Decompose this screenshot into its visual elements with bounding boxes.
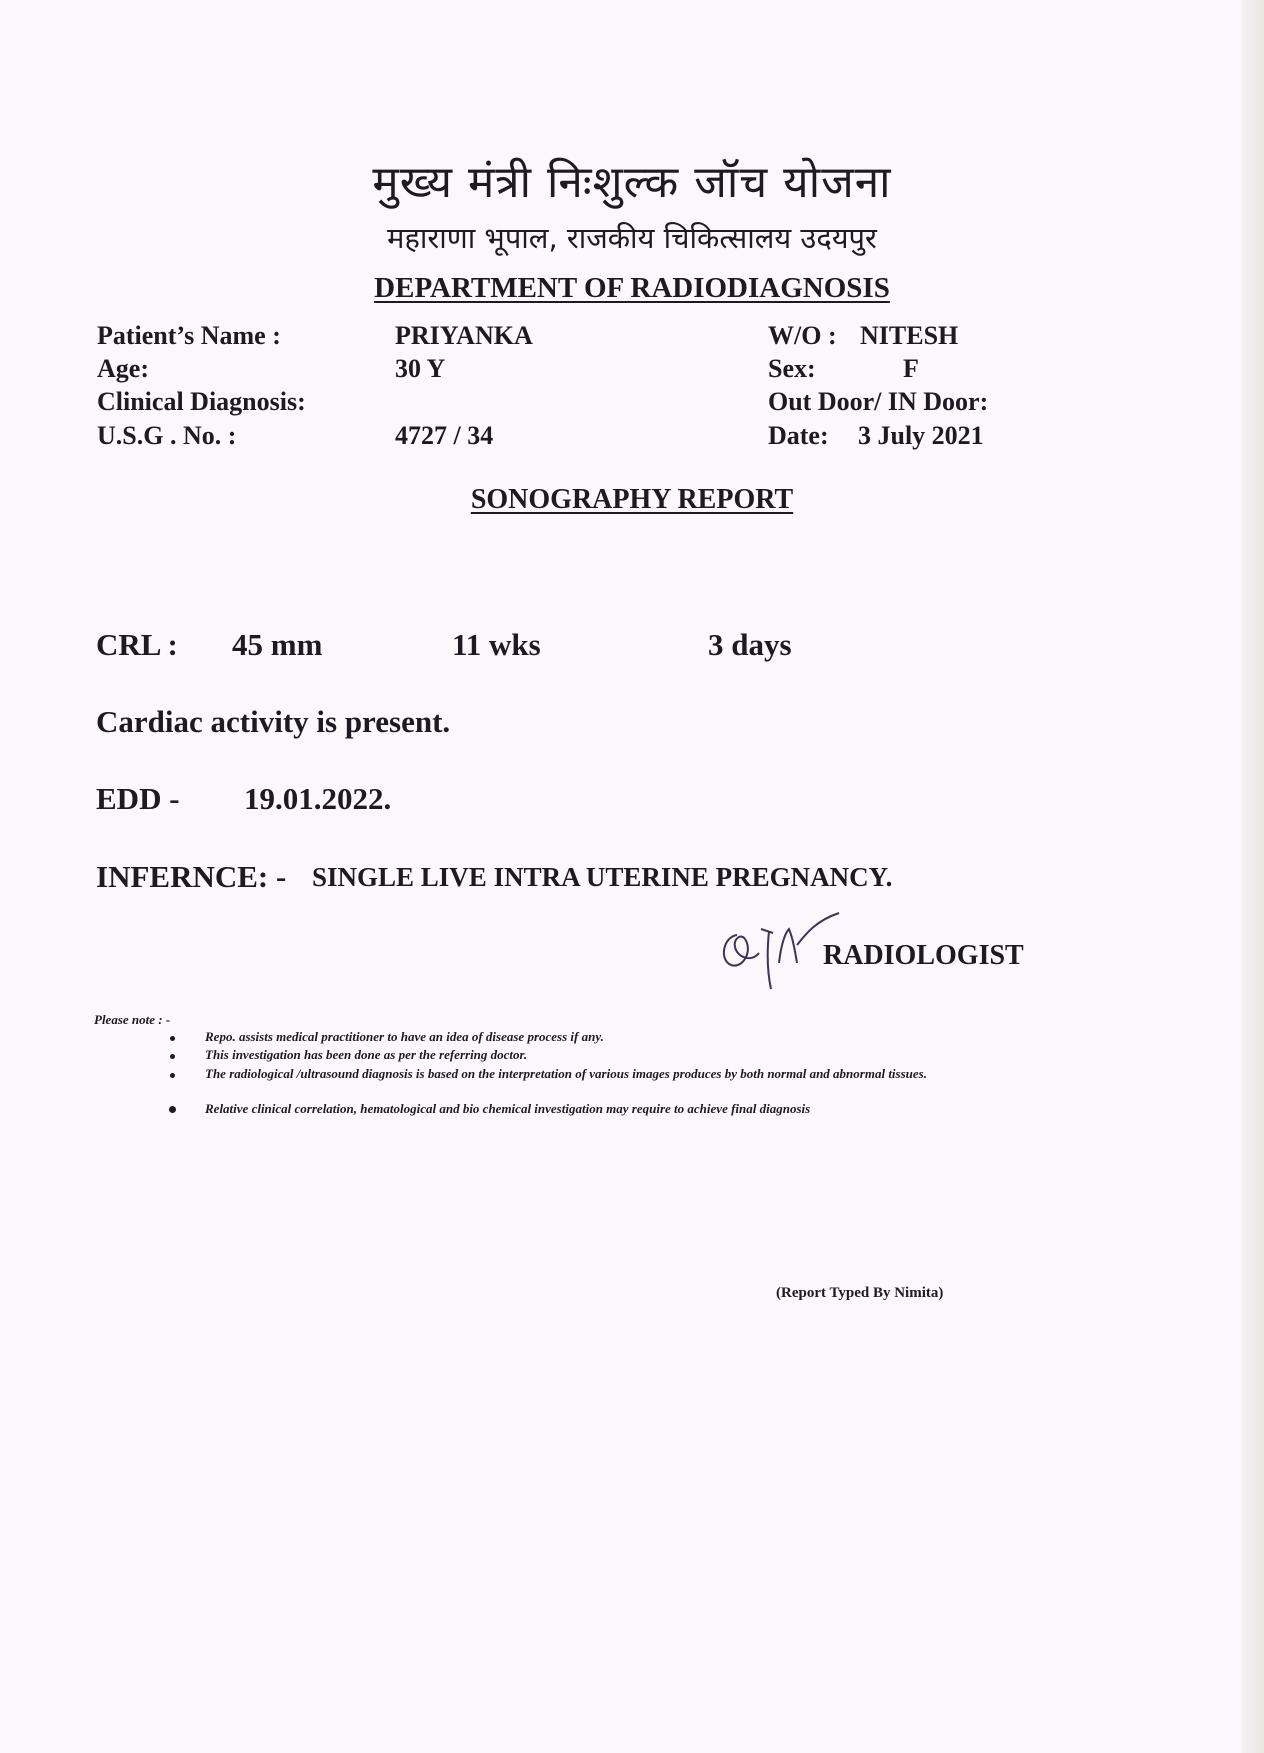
report-title: SONOGRAPHY REPORT [470,484,794,515]
crl-mm: 45 mm [232,627,323,662]
hospital-name: महाराणा भूपाल, राजकीय चिकित्सालय उदयपुर [387,221,877,255]
patient-name-label: Patient’s Name : [97,321,281,350]
bullet-icon [170,1054,175,1059]
notes-label: Please note : - [94,1012,171,1027]
note-item: Relative clinical correlation, hematological and bio chemical investigation may require to achieve final diagnosis [205,1101,811,1116]
scheme-title: मुख्य मंत्री निःशुल्क जॉच योजना [372,157,892,208]
usg-label: U.S.G . No. : [97,421,237,450]
bullet-icon [169,1106,176,1113]
bullet-icon [170,1073,175,1078]
note-item: Repo. assists medical practitioner to have an idea of disease process if any. [205,1029,604,1044]
crl-label: CRL : [96,627,178,662]
door-label: Out Door/ IN Door: [768,387,989,416]
crl-weeks: 11 wks [452,627,541,662]
bullet-icon [170,1036,175,1041]
sex-value: F [903,354,919,383]
radiologist-title: RADIOLOGIST [823,940,1024,971]
age-label: Age: [97,354,149,383]
wo-value: NITESH [860,321,959,350]
clinical-diagnosis-label: Clinical Diagnosis: [97,387,306,416]
cardiac-activity: Cardiac activity is present. [96,704,451,739]
crl-days: 3 days [708,627,792,662]
patient-name-value: PRIYANKA [395,321,533,350]
inference-value: SINGLE LIVE INTRA UTERINE PREGNANCY. [312,862,893,892]
note-item: This investigation has been done as per the referring doctor. [205,1047,528,1062]
edd-label: EDD - [96,781,180,816]
inference-label: INFERNCE: - [96,859,287,894]
sex-label: Sex: [768,354,816,383]
scan-edge [1242,0,1264,1753]
age-value: 30 Y [395,354,446,383]
date-label: Date: [768,421,829,450]
wo-label: W/O : [768,321,837,350]
department-title: DEPARTMENT OF RADIODIAGNOSIS [374,272,890,304]
typed-by: (Report Typed By Nimita) [776,1285,944,1301]
usg-value: 4727 / 34 [395,421,494,450]
note-item: The radiological /ultrasound diagnosis is based on the interpretation of various images produces by both normal and abnormal tissues. [205,1066,927,1081]
edd-value: 19.01.2022. [244,781,392,816]
date-value: 3 July 2021 [858,421,984,450]
